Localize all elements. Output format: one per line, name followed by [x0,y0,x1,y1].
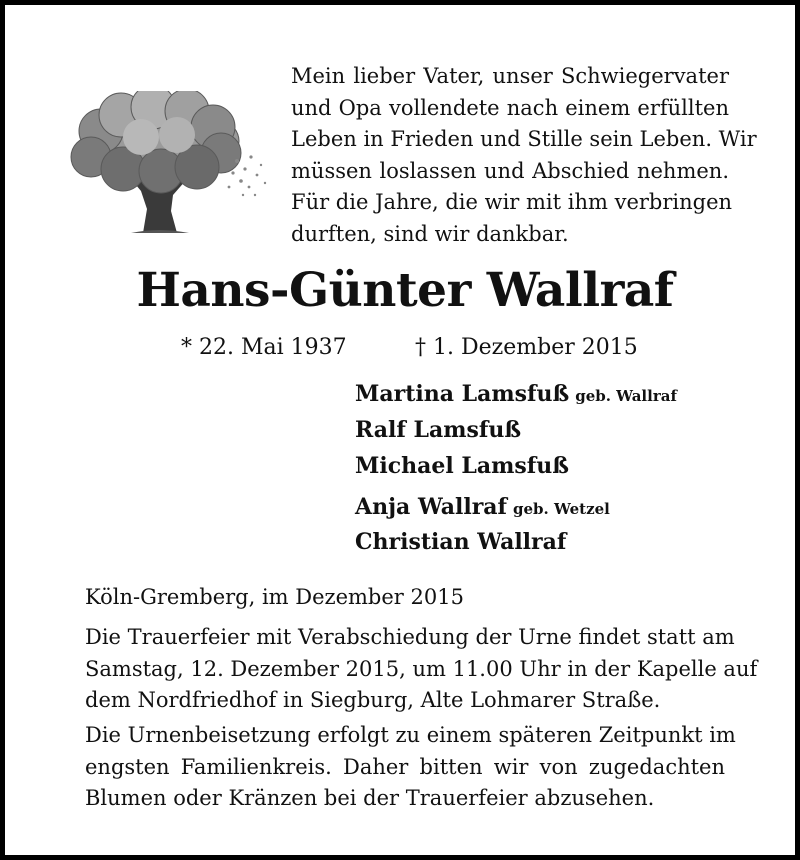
tree-crown [71,91,241,193]
burial-line: engsten Familienkreis. Daher bitten wir von zugedachten [85,754,725,779]
family-member [355,381,755,407]
family-member-birth-name: geb. Wallraf [575,387,677,405]
tree-icon [61,91,271,236]
funeral-line: dem Nordfriedhof in Siegburg, Alte Lohmarer Straße. [85,688,661,712]
intro-line: und Opa vollendete nach einem erfüllten [291,95,729,120]
burial-line: Die Urnenbeisetzung erfolgt zu einem späteren Zeitpunkt im [85,723,736,747]
intro-line: müssen loslassen und Abschied nehmen. [291,158,729,183]
family-member-name: Anja Wallraf [355,494,508,520]
family-member-birth-name: geb. Wetzel [513,500,610,518]
burial-paragraph [85,720,736,815]
burial-line: Blumen oder Kränzen bei der Trauerfeier abzusehen. [85,786,655,810]
intro-line: Für die Jahre, die wir mit ihm verbringen [291,190,733,214]
family-member-name: Martina Lamsfuß [355,381,570,407]
family-member [355,453,755,479]
place-date: Köln-Gremberg, im Dezember 2015 [85,585,464,609]
family-member [355,417,755,443]
family-member-name: Christian Wallraf [355,529,567,555]
intro-line: Mein lieber Vater, unser Schwiegervater [291,64,729,88]
intro-text [291,61,757,250]
intro-line: Leben in Frieden und Stille sein Leben. Wir [291,127,757,151]
family-member [355,494,755,520]
family-member-name: Ralf Lamsfuß [355,417,522,443]
death-date: † 1. Dezember 2015 [415,335,638,360]
deceased-name: Hans-Günter Wallraf [136,263,674,318]
intro-line: durften, sind wir dankbar. [291,221,569,246]
birth-date: * 22. Mai 1937 [181,335,347,360]
funeral-line: Samstag, 12. Dezember 2015, um 11.00 Uhr in der Kapelle auf [85,656,758,681]
family-member [355,529,755,555]
funeral-paragraph [85,622,758,717]
funeral-line: Die Trauerfeier mit Verabschiedung der Urne findet statt am [85,625,735,649]
family-member-name: Michael Lamsfuß [355,453,569,479]
